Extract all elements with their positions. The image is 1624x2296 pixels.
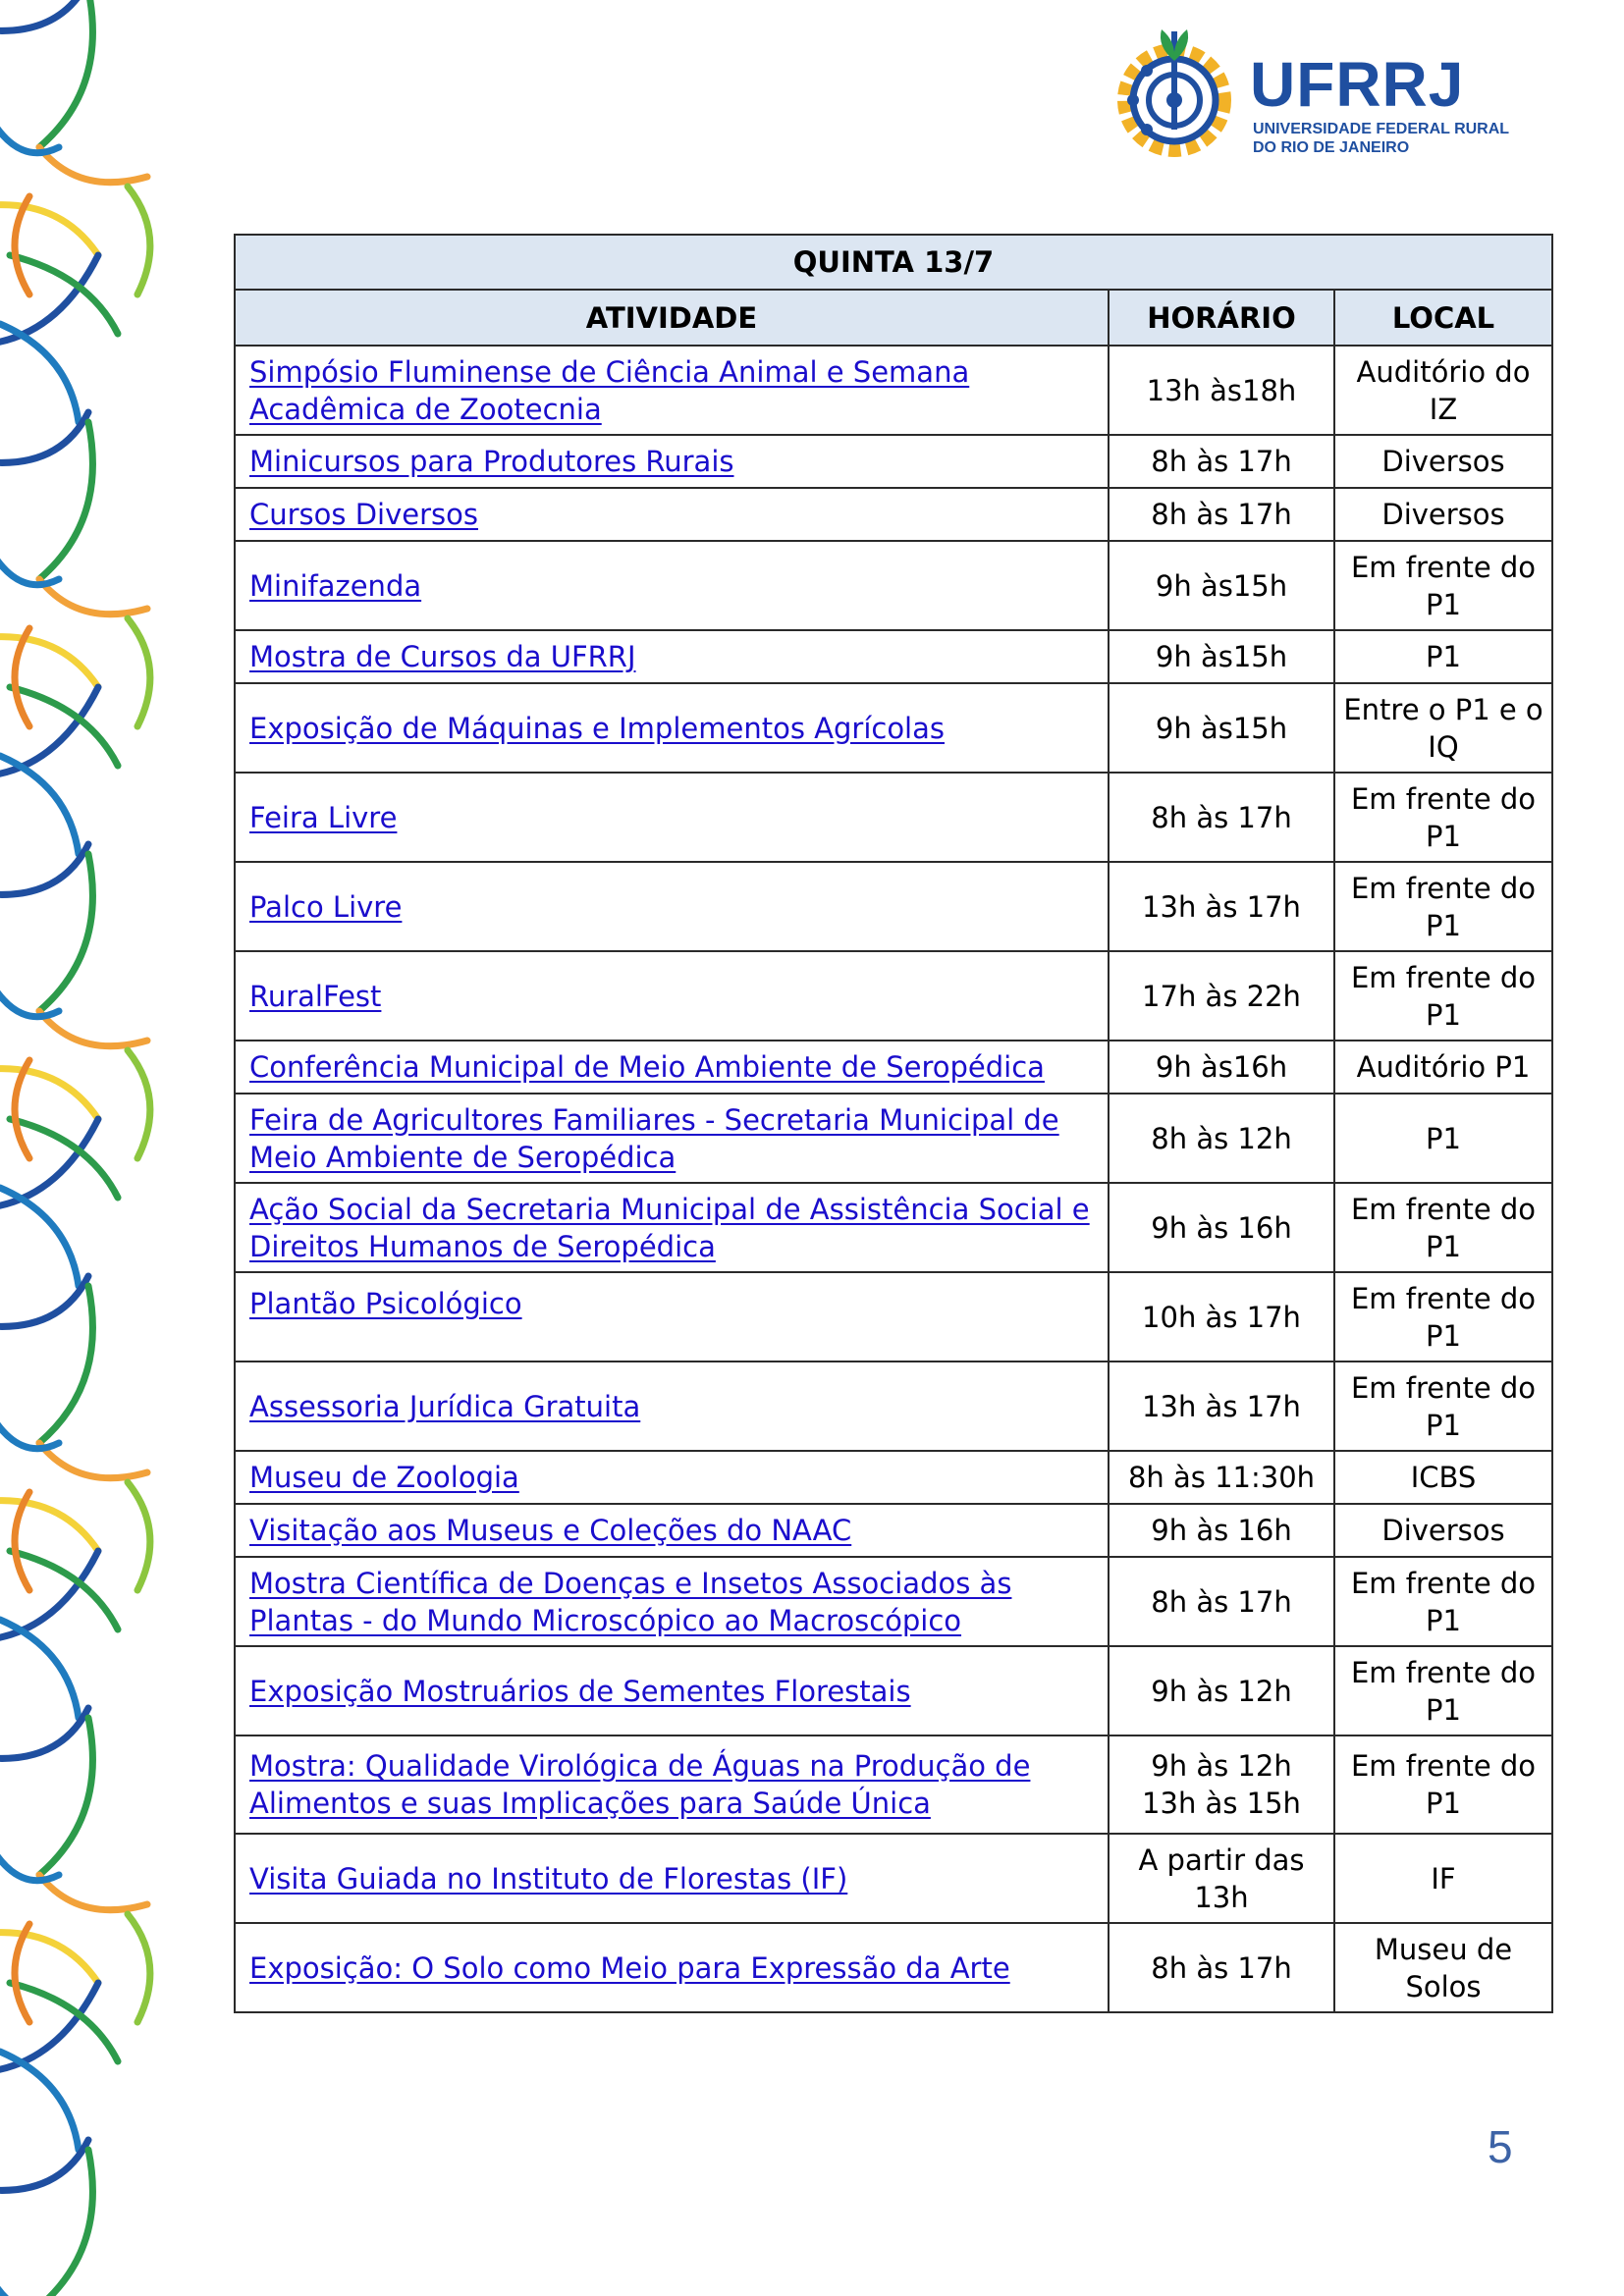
activity-link[interactable]: Conferência Municipal de Meio Ambiente de Seropédica	[249, 1050, 1045, 1084]
time-cell: 8h às 17h	[1109, 773, 1334, 862]
location-cell: Em frente do P1	[1334, 541, 1552, 630]
activity-cell[interactable]	[235, 1735, 1109, 1834]
time-cell: 9h às 12h 13h às 15h	[1109, 1735, 1334, 1834]
table-row	[235, 1504, 1552, 1557]
location-cell: ICBS	[1334, 1451, 1552, 1504]
table-row	[235, 630, 1552, 683]
logo-subtitle-line1: UNIVERSIDADE FEDERAL RURAL	[1253, 121, 1510, 137]
activity-cell[interactable]	[235, 951, 1109, 1041]
activity-link[interactable]: Feira Livre	[249, 800, 398, 834]
table-row	[235, 1362, 1552, 1451]
column-header-time: HORÁRIO	[1109, 290, 1334, 346]
activity-cell[interactable]	[235, 1646, 1109, 1735]
location-cell: Diversos	[1334, 1504, 1552, 1557]
activity-cell[interactable]	[235, 1834, 1109, 1923]
activity-link[interactable]: Mostra: Qualidade Virológica de Águas na Produção de Alimentos e suas Implicações para Saúde Única	[249, 1749, 1031, 1820]
activity-link[interactable]: Plantão Psicológico	[249, 1287, 522, 1320]
location-cell: Em frente do P1	[1334, 1362, 1552, 1451]
location-cell: Entre o P1 e o IQ	[1334, 683, 1552, 773]
table-row	[235, 541, 1552, 630]
column-header-row	[235, 290, 1552, 346]
location-cell: Em frente do P1	[1334, 773, 1552, 862]
activity-cell[interactable]	[235, 862, 1109, 951]
location-cell: Diversos	[1334, 488, 1552, 541]
time-cell: 13h às 17h	[1109, 862, 1334, 951]
location-cell: Em frente do P1	[1334, 1183, 1552, 1272]
table-row	[235, 1735, 1552, 1834]
location-cell: Em frente do P1	[1334, 1557, 1552, 1646]
activity-cell[interactable]	[235, 346, 1109, 435]
time-cell: 8h às 11:30h	[1109, 1451, 1334, 1504]
activity-cell[interactable]	[235, 541, 1109, 630]
activity-cell[interactable]	[235, 488, 1109, 541]
time-cell: 8h às 17h	[1109, 1557, 1334, 1646]
time-cell: 9h às 12h	[1109, 1646, 1334, 1735]
table-row	[235, 346, 1552, 435]
column-header-location: LOCAL	[1334, 290, 1552, 346]
location-cell: Em frente do P1	[1334, 1735, 1552, 1834]
decorative-border	[0, 0, 216, 2296]
table-row	[235, 951, 1552, 1041]
activity-link[interactable]: RuralFest	[249, 979, 382, 1013]
table-row	[235, 1041, 1552, 1094]
ufrrj-emblem-icon	[1108, 22, 1245, 169]
table-row	[235, 1183, 1552, 1272]
table-row	[235, 435, 1552, 488]
time-cell: 8h às 17h	[1109, 488, 1334, 541]
table-row	[235, 1094, 1552, 1183]
activity-cell[interactable]	[235, 1094, 1109, 1183]
location-cell: IF	[1334, 1834, 1552, 1923]
time-cell: 9h às15h	[1109, 541, 1334, 630]
location-cell: Em frente do P1	[1334, 951, 1552, 1041]
time-cell: A partir das 13h	[1109, 1834, 1334, 1923]
schedule-table	[234, 234, 1553, 2013]
activity-link[interactable]: Simpósio Fluminense de Ciência Animal e Semana Acadêmica de Zootecnia	[249, 354, 970, 426]
activity-link[interactable]: Cursos Diversos	[249, 498, 479, 531]
location-cell: Auditório do IZ	[1334, 346, 1552, 435]
time-cell: 9h às15h	[1109, 683, 1334, 773]
time-cell: 10h às 17h	[1109, 1272, 1334, 1362]
activity-cell[interactable]	[235, 773, 1109, 862]
table-row	[235, 1272, 1552, 1362]
activity-link[interactable]: Feira de Agricultores Familiares - Secretaria Municipal de Meio Ambiente de Seropédica	[249, 1102, 1059, 1174]
activity-link[interactable]: Exposição: O Solo como Meio para Expressão da Arte	[249, 1950, 1010, 1985]
activity-cell[interactable]	[235, 1362, 1109, 1451]
activity-cell[interactable]	[235, 1183, 1109, 1272]
day-title: QUINTA 13/7	[235, 235, 1552, 290]
activity-link[interactable]: Assessoria Jurídica Gratuita	[249, 1389, 641, 1423]
activity-link[interactable]: Exposição de Máquinas e Implementos Agrícolas	[249, 711, 945, 745]
table-row	[235, 1646, 1552, 1735]
table-row	[235, 1557, 1552, 1646]
table-row	[235, 773, 1552, 862]
day-header-row	[235, 235, 1552, 290]
location-cell: P1	[1334, 630, 1552, 683]
table-row	[235, 1451, 1552, 1504]
activity-cell[interactable]	[235, 683, 1109, 773]
location-cell: Em frente do P1	[1334, 1646, 1552, 1735]
table-row	[235, 1923, 1552, 2012]
column-header-activity: ATIVIDADE	[235, 290, 1109, 346]
activity-link[interactable]: Palco Livre	[249, 889, 403, 924]
logo-wordmark: UFRRJ	[1250, 49, 1465, 120]
time-cell: 13h às 17h	[1109, 1362, 1334, 1451]
table-row	[235, 488, 1552, 541]
location-cell: P1	[1334, 1094, 1552, 1183]
logo-subtitle	[1253, 120, 1509, 157]
time-cell: 17h às 22h	[1109, 951, 1334, 1041]
activity-link[interactable]: Minifazenda	[249, 568, 422, 603]
activity-cell[interactable]	[235, 1504, 1109, 1557]
location-cell: Museu de Solos	[1334, 1923, 1552, 2012]
activity-link[interactable]: Mostra de Cursos da UFRRJ	[249, 640, 636, 673]
activity-cell[interactable]	[235, 1923, 1109, 2012]
location-cell: Em frente do P1	[1334, 862, 1552, 951]
activity-link[interactable]: Visitação aos Museus e Coleções do NAAC	[249, 1514, 852, 1547]
location-cell: Em frente do P1	[1334, 1272, 1552, 1362]
page-number: 5	[1488, 2121, 1513, 2172]
table-row	[235, 862, 1552, 951]
time-cell: 13h às18h	[1109, 346, 1334, 435]
activity-cell[interactable]	[235, 1272, 1109, 1362]
activity-link[interactable]: Minicursos para Produtores Rurais	[249, 445, 734, 478]
activity-link[interactable]: Mostra Científica de Doenças e Insetos Associados às Plantas - do Mundo Microscópico ao Macroscópico	[249, 1566, 1012, 1637]
activity-cell[interactable]	[235, 1451, 1109, 1504]
activity-link[interactable]: Museu de Zoologia	[249, 1461, 519, 1494]
time-cell: 8h às 12h	[1109, 1094, 1334, 1183]
logo-subtitle-line2: DO RIO DE JANEIRO	[1253, 139, 1410, 156]
activity-link[interactable]: Ação Social da Secretaria Municipal de Assistência Social e Direitos Humanos de Seropédica	[249, 1192, 1090, 1263]
time-cell: 8h às 17h	[1109, 1923, 1334, 2012]
activity-link[interactable]: Visita Guiada no Instituto de Florestas (IF)	[249, 1861, 848, 1896]
activity-link[interactable]: Exposição Mostruários de Sementes Florestais	[249, 1674, 911, 1708]
activity-cell[interactable]	[235, 1041, 1109, 1094]
time-cell: 9h às16h	[1109, 1041, 1334, 1094]
time-cell: 9h às 16h	[1109, 1183, 1334, 1272]
location-cell: Auditório P1	[1334, 1041, 1552, 1094]
activity-cell[interactable]	[235, 435, 1109, 488]
activity-cell[interactable]	[235, 1557, 1109, 1646]
time-cell: 8h às 17h	[1109, 435, 1334, 488]
activity-cell[interactable]	[235, 630, 1109, 683]
table-row	[235, 683, 1552, 773]
ufrrj-logo	[1108, 22, 1520, 169]
location-cell: Diversos	[1334, 435, 1552, 488]
time-cell: 9h às 16h	[1109, 1504, 1334, 1557]
time-cell: 9h às15h	[1109, 630, 1334, 683]
table-row	[235, 1834, 1552, 1923]
